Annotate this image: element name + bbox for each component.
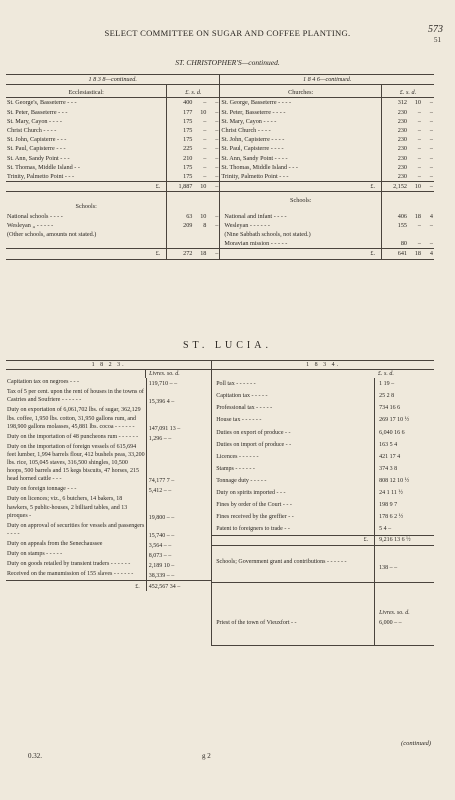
revenue-item-1823: Received on the manumission of 155 slaves - - - - - - [7, 571, 134, 578]
church-right-shillings: – [417, 173, 421, 181]
church-left-pounds: 225 [167, 144, 194, 153]
total-label: £. [220, 182, 382, 192]
church-left-shillings: – [203, 173, 207, 181]
church-right-pence: – [429, 127, 433, 135]
school-right-pounds: 406 [382, 212, 409, 221]
church-left-pounds: 175 [167, 172, 194, 182]
money-heading-right: £. s. d. [382, 85, 435, 98]
church-right-pounds: 230 [382, 154, 409, 163]
church-row [6, 163, 434, 172]
revenue-item-1823: Capitation tax on negroes - - - [7, 379, 79, 386]
school-row [6, 239, 434, 249]
church-right-shillings: 10 [414, 99, 421, 107]
revenue-row-1823 [6, 388, 211, 406]
school-right-shillings [408, 230, 422, 239]
revenue-item-1834: Poll tax - - - - - - [216, 381, 256, 388]
church-left-shillings: – [203, 136, 207, 144]
church-name-right: St. John, Capisterre - - - - [220, 135, 382, 144]
total-1834: 9,216 13 6 ½ [375, 536, 434, 545]
revenue-row-1823 [6, 550, 211, 560]
schools-grant-value: 138 – – [375, 545, 434, 582]
livres-heading: Livres. so. d. [146, 370, 212, 379]
schools-total-right-l: 641 [382, 249, 409, 259]
schools-total-label: £. [220, 249, 382, 259]
pounds-heading: £. s. d. [377, 371, 394, 378]
church-right-pence: – [429, 136, 433, 144]
church-right-pounds: 230 [382, 172, 409, 182]
school-left-pounds: 209 [167, 221, 194, 230]
church-left-shillings: 10 [200, 108, 207, 116]
church-name-right: St. Thomas, Middle Island - - - [220, 163, 382, 172]
school-left-pence: – [215, 212, 219, 220]
total-right-s: 10 [414, 183, 421, 191]
revenue-item-1823: Duty on exportation of 6,061,702 lbs. of sugar, 362,129 lbs. coffee, 1,950 lbs. cotton, 31,950 gallons rum, and 198,900 gallons molasses, 45,881 lbs. cocoa - - - - - - [7, 407, 141, 430]
revenue-row-1834 [212, 487, 434, 499]
church-name-right: Christ Church - - - - [220, 126, 382, 135]
revenue-row-1823 [6, 378, 211, 388]
total-label-1834: £. [363, 537, 369, 544]
school-left-shillings: 8 [203, 221, 207, 229]
revenue-row-1823 [6, 495, 211, 521]
church-right-shillings: – [417, 117, 421, 125]
revenue-value-1823: 38,339 – – [146, 570, 211, 581]
church-name-left: St. George's, Basseterre - - - [7, 99, 77, 107]
school-name-right: National and infant - - - - [220, 212, 382, 221]
schools-total-left-s: 18 [200, 250, 207, 258]
church-left-pence: – [215, 145, 219, 153]
school-right-shillings: 18 [414, 212, 421, 220]
church-left-pounds: 175 [167, 126, 194, 135]
church-row [6, 117, 434, 126]
revenue-value-1834: 163 5 4 [375, 439, 434, 451]
total-right-l: 2,152 [382, 182, 409, 192]
total-label-1823: £. [135, 584, 140, 591]
church-right-pounds: 312 [382, 98, 409, 108]
total-1823: 452,567 34 – [146, 581, 211, 592]
school-right-shillings: – [417, 240, 421, 248]
page-header-title: SELECT COMMITTEE ON SUGAR AND COFFEE PLANTING. [104, 28, 351, 38]
school-name-right: Moravian mission - - - - - [220, 239, 382, 249]
school-left-pence: – [215, 221, 219, 229]
continued-note: (continued) [401, 740, 431, 747]
year-right-header: 1 8 4 6—continued. [220, 75, 434, 85]
revenue-value-1834: 808 12 10 ½ [375, 475, 434, 487]
st-lucia-title: ST. LUCIA. [183, 340, 272, 351]
church-left-pence: – [215, 163, 219, 171]
revenue-value-1823: 5,412 – – [146, 485, 211, 495]
ecclesiastical-heading: Ecclesiastical: [68, 89, 104, 97]
revenue-row-1823 [6, 570, 211, 581]
st-lucia-table [6, 360, 434, 646]
revenue-value-1834: 734 16 6 [375, 402, 434, 414]
school-right-pence: – [429, 221, 433, 229]
school-right-shillings: – [417, 221, 421, 229]
schools-total-left-l: 272 [167, 249, 194, 259]
money-heading-left: £. s. d. [167, 85, 220, 98]
school-right-pence: – [429, 240, 433, 248]
revenue-row-1834 [212, 523, 434, 536]
church-right-pence: – [429, 117, 433, 125]
school-name-left: National schools - - - - [7, 212, 63, 220]
schools-total-right-s: 18 [414, 250, 421, 258]
school-left-pounds: 63 [167, 212, 194, 221]
section-subtitle: ST. CHRISTOPHER'S—continued. [175, 58, 280, 67]
revenue-value-1834: 421 17 4 [375, 451, 434, 463]
revenue-item-1834: Professional tax - - - - - [216, 405, 273, 412]
school-row [6, 230, 434, 239]
school-right-pence: 4 [429, 212, 433, 220]
revenue-row-1834 [212, 378, 434, 390]
church-row [6, 154, 434, 163]
revenue-value-1823: 147,091 13 – [146, 406, 211, 432]
church-name-right: St. Peter, Basseterre - - - - [220, 108, 382, 117]
revenue-value-1823: 2,189 10 – [146, 560, 211, 570]
church-left-pounds: 175 [167, 135, 194, 144]
church-right-pounds: 230 [382, 126, 409, 135]
school-name-right: (Nine Sabbath schools, not stated.) [220, 230, 382, 239]
revenue-value-1834: 5 4 – [375, 523, 434, 536]
church-right-shillings: – [417, 145, 421, 153]
church-row [6, 135, 434, 144]
church-left-pence: – [215, 173, 219, 181]
revenue-row-1834 [212, 439, 434, 451]
revenue-value-1823: 1,296 – – [146, 433, 211, 443]
church-right-pounds: 230 [382, 163, 409, 172]
church-left-shillings: – [203, 99, 207, 107]
schools-total-left-d: – [215, 250, 219, 258]
revenue-item-1823: Duty on stamps - - - - - [7, 550, 63, 557]
church-right-shillings: – [417, 108, 421, 116]
church-row [6, 144, 434, 153]
revenue-item-1823: Duty on the importation of 48 puncheons rum - - - - - - [7, 433, 139, 440]
revenue-item-1834: Patent to foreigners to trade - - [216, 526, 290, 533]
revenue-item-1823: Duty on goods retailed by transient traders - - - - - - [7, 561, 131, 568]
church-row [6, 108, 434, 117]
church-name-right: St. Paul, Capisterre - - - - [220, 144, 382, 153]
revenue-value-1834: 25 2 8 [375, 390, 434, 402]
church-right-pence: – [429, 108, 433, 116]
church-left-pounds: 400 [167, 98, 194, 108]
schools-total-label: £. [155, 250, 161, 258]
revenue-row-1823 [6, 485, 211, 495]
revenue-value-1834: 6,040 16 6 [375, 427, 434, 439]
total-left-d: – [215, 183, 219, 191]
church-left-shillings: – [203, 127, 207, 135]
revenue-item-1823: Tax of 5 per cent. upon the rent of houses in the towns of Castries and Soufriere - - - - - - [7, 389, 144, 404]
revenue-value-1834: 374 3 8 [375, 463, 434, 475]
church-right-pence: – [429, 154, 433, 162]
school-right-pounds: 80 [382, 239, 409, 249]
school-left-shillings [193, 230, 207, 239]
revenue-item-1823: Duty on licences; viz., 6 butchers, 14 bakers, 18 hawkers, 5 public-houses, 2 billiard tables, and 13 piroques - [7, 496, 128, 519]
schools-heading-left: Schools: [75, 203, 97, 211]
priest-value: 6,000 – – [375, 617, 434, 646]
church-right-pence: – [429, 145, 433, 153]
revenue-value-1834: 178 6 2 ½ [375, 511, 434, 523]
priest-livres-heading: Livres. so. d. [375, 582, 434, 617]
total-left-l: 1,887 [167, 182, 194, 192]
church-left-pence: – [215, 127, 219, 135]
total-left-s: 10 [200, 183, 207, 191]
revenue-row-1834 [212, 390, 434, 402]
church-left-pounds: 210 [167, 154, 194, 163]
revenue-value-1834: 198 9 7 [375, 499, 434, 511]
church-left-pence: – [215, 117, 219, 125]
school-name-right: Wesleyan - - - - - - [220, 221, 382, 230]
footer-signature: g 2 [202, 752, 211, 760]
school-right-pounds [382, 230, 409, 239]
church-left-pence: – [215, 99, 219, 107]
church-left-pounds: 175 [167, 117, 194, 126]
revenue-row-1834 [212, 402, 434, 414]
lucia-year-left: 1 8 2 3. [91, 362, 126, 368]
church-name-right: Trinity, Palmetto Point - - - [220, 172, 382, 182]
school-name-left: (Other schools, amounts not stated.) [7, 231, 97, 239]
revenue-item-1823: Duty on appeals from the Senechaussee [7, 540, 103, 547]
school-row [6, 221, 434, 230]
church-left-shillings: – [203, 145, 207, 153]
churches-heading: Churches: [220, 85, 382, 98]
revenue-value-1823: 15,740 – – [146, 522, 211, 540]
revenue-item-1823: Duty on approval of securities for vessels and passengers - - - - [7, 522, 145, 537]
school-left-shillings: 10 [200, 212, 207, 220]
church-right-shillings: – [417, 163, 421, 171]
church-left-pounds: 175 [167, 163, 194, 172]
school-name-left: Wesleyan „ - - - - - [7, 221, 54, 229]
revenue-item-1834: Duties on import of produce - - [216, 441, 292, 448]
priest-label: Priest of the town of Vieuxfort - - [216, 619, 297, 626]
total-right-d: – [429, 183, 433, 191]
year-left-header: 1 8 3 8—continued. [88, 76, 137, 83]
church-left-pence: – [215, 136, 219, 144]
revenue-item-1834: Duty on spirits imported - - - [216, 490, 286, 497]
lucia-year-right: 1 8 3 4. [212, 361, 434, 370]
schools-grant-label: Schools; Government grant and contributions - - - - - - [216, 558, 347, 565]
revenue-row-1823 [6, 433, 211, 443]
church-name-left: St. Peter, Basseterre - - - [7, 108, 68, 116]
church-row [6, 98, 434, 108]
church-name-left: St. John, Capisterre - - - [7, 136, 67, 144]
school-row [6, 212, 434, 221]
church-right-shillings: – [417, 127, 421, 135]
church-name-left: Christ Church - - - - [7, 127, 57, 135]
revenue-row-1834 [212, 427, 434, 439]
church-right-pence: – [429, 99, 433, 107]
church-name-left: St. Mary, Cayon - - - - [7, 117, 62, 125]
revenue-item-1834: Tonnage duty - - - - - [216, 477, 267, 484]
total-label: £. [155, 183, 161, 191]
revenue-value-1823: 19,800 – – [146, 495, 211, 521]
revenue-value-1823: 15,396 4 – [146, 388, 211, 406]
revenue-item-1823: Duty on the importation of foreign vessels of 615,694 feet lumber, 1,994 barrels flour, 412 bushels peas, 33,200 lbs. rice, 105,045 staves, 316,500 shingles, 10,500 hoops, 500 barrels and 15 kegs biscuits, 47 horses, 215 head horned cattle - - - [7, 443, 145, 483]
church-left-pence: – [215, 154, 219, 162]
church-left-pence: – [215, 108, 219, 116]
revenue-item-1834: Fines by order of the Court - - - [216, 502, 292, 509]
revenue-value-1823: 8,073 – – [146, 550, 211, 560]
revenue-row-1834 [212, 475, 434, 487]
school-right-pence [422, 230, 434, 239]
page-number: 51 [434, 36, 441, 44]
revenue-value-1823: 74,177 7 – [146, 443, 211, 485]
revenue-row-1823 [6, 560, 211, 570]
church-left-shillings: – [203, 154, 207, 162]
church-right-pounds: 230 [382, 135, 409, 144]
school-left-pence [207, 230, 220, 239]
revenue-item-1834: Capitation tax - - - - - [216, 393, 268, 400]
church-left-pounds: 177 [167, 108, 194, 117]
revenue-row-1834 [212, 451, 434, 463]
church-right-pence: – [429, 173, 433, 181]
church-name-left: St. Ann, Sandy Point - - - [7, 154, 70, 162]
church-name-left: St. Paul, Capisterre - - - [7, 145, 66, 153]
revenue-item-1834: House tax - - - - - - [216, 417, 262, 424]
church-right-shillings: – [417, 154, 421, 162]
revenue-value-1834: 269 17 10 ½ [375, 414, 434, 426]
revenue-value-1834: 1 19 – [375, 378, 434, 390]
footer-left: 0.32. [28, 752, 42, 760]
revenue-item-1834: Duties on export of produce - - [216, 429, 291, 436]
church-name-left: St. Thomas, Middle Island - - [7, 163, 80, 171]
revenue-item-1823: Duty on foreign tonnage - - - [7, 486, 77, 493]
revenue-item-1834: Fines received by the greffier - - [216, 514, 294, 521]
handwritten-page-mark: 573 [428, 24, 443, 35]
church-name-right: St. Mary, Cayon - - - - [220, 117, 382, 126]
church-row [6, 126, 434, 135]
schools-heading-right: Schools: [220, 192, 382, 212]
church-name-right: St. George, Basseterre - - - - [220, 98, 382, 108]
revenue-row-1823 [6, 406, 211, 432]
revenue-row-1834 [212, 499, 434, 511]
school-right-pounds: 155 [382, 221, 409, 230]
church-left-shillings: – [203, 117, 207, 125]
revenue-item-1834: Stamps - - - - - - [216, 465, 255, 472]
church-left-shillings: – [203, 163, 207, 171]
schools-total-right-d: 4 [429, 250, 433, 258]
church-row [6, 172, 434, 182]
revenue-value-1834: 24 1 11 ½ [375, 487, 434, 499]
revenue-row-1823 [6, 522, 211, 540]
revenue-item-1834: Licences - - - - - - [216, 453, 259, 460]
church-right-pounds: 230 [382, 144, 409, 153]
church-right-shillings: – [417, 136, 421, 144]
church-name-left: Trinity, Palmetto Point - - - [7, 173, 75, 181]
revenue-value-1823: 3,564 – – [146, 540, 211, 550]
st-christophers-table [6, 74, 434, 260]
church-name-right: St. Ann, Sandy Point - - - - [220, 154, 382, 163]
revenue-row-1823 [6, 443, 211, 485]
church-right-pounds: 230 [382, 117, 409, 126]
revenue-value-1823: 119,710 – – [146, 378, 211, 388]
revenue-row-1823 [6, 540, 211, 550]
revenue-row-1834 [212, 414, 434, 426]
church-right-pence: – [429, 163, 433, 171]
revenue-row-1834 [212, 463, 434, 475]
school-left-pounds [167, 230, 194, 239]
church-right-pounds: 230 [382, 108, 409, 117]
revenue-row-1834 [212, 511, 434, 523]
